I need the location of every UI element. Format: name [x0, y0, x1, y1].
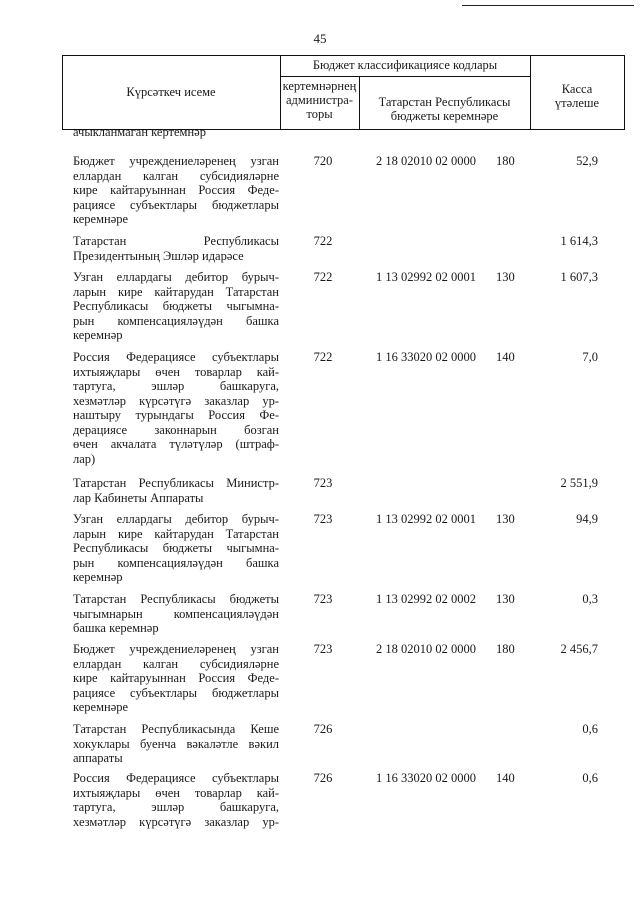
row-amount: 2 456,7 — [560, 642, 598, 656]
row-code: 1 13 02992 02 0001 — [376, 270, 476, 284]
row-name: Татарстан Республикасында Кеше хокуклары буенча вәкаләтле вәкил аппараты — [73, 722, 279, 766]
header-subrow-border — [280, 76, 530, 77]
header-top-border — [62, 55, 625, 56]
row-amount: 1 607,3 — [560, 270, 598, 284]
header-revenue: Татарстан Республикасы бюджеты керемнәре — [378, 95, 511, 123]
row-code: 1 16 33020 02 0000 — [376, 350, 476, 364]
row-admin: 726 — [313, 771, 333, 785]
row-name: Бюджет учреждениеләренең узган еллардан калган субсидияләрне кире кайтаруыннан Россия Феде- рациясе субъектлары бюджетлары керемнәре — [73, 642, 279, 715]
header-right-border — [624, 55, 625, 130]
row-amount: 2 551,9 — [560, 476, 598, 490]
row-type: 140 — [496, 771, 515, 785]
row-code: 1 13 02992 02 0001 — [376, 512, 476, 526]
row-type: 130 — [496, 592, 515, 606]
row-code: 2 18 02010 02 0000 — [376, 642, 476, 656]
header-indicator: Күрсәткеч исеме — [126, 85, 216, 99]
row-admin: 723 — [313, 592, 333, 606]
row-name: Татарстан Республикасы Министр- лар Кабинеты Аппараты — [73, 476, 279, 505]
row-admin: 722 — [313, 350, 333, 364]
top-rule — [462, 5, 634, 6]
row-amount: 7,0 — [582, 350, 598, 364]
header-budget-codes: Бюджет классификациясе кодлары — [312, 58, 498, 72]
row-code: 1 13 02992 02 0002 — [376, 592, 476, 606]
row-amount: 0,3 — [582, 592, 598, 606]
row-admin: 726 — [313, 722, 333, 736]
row-code: 2 18 02010 02 0000 — [376, 154, 476, 168]
header-admin: кертемнәрнең администра- торы — [282, 79, 357, 121]
row-type: 180 — [496, 642, 515, 656]
row-type: 130 — [496, 270, 515, 284]
row-name: ачыкланмаган кертемнәр — [73, 125, 206, 139]
row-amount: 52,9 — [576, 154, 598, 168]
row-admin: 722 — [313, 270, 333, 284]
row-code: 1 16 33020 02 0000 — [376, 771, 476, 785]
row-name: Татарстан Республикасы бюджеты чыгымнарын компенсацияләүдән башка керемнәр — [73, 592, 279, 636]
row-admin: 723 — [313, 512, 333, 526]
row-amount: 0,6 — [582, 722, 598, 736]
row-name: Бюджет учреждениеләренең узган еллардан калган субсидияләрне кире кайтаруыннан Россия Феде- рациясе субъектлары бюджетлары керемнәре — [73, 154, 279, 227]
row-name: Узган еллардагы дебитор бурыч- ларын кире кайтарудан Татарстан Республикасы бюджеты чыгымна- рын компенсацияләүдән башка керемнәр — [73, 512, 279, 585]
row-type: 130 — [496, 512, 515, 526]
row-type: 140 — [496, 350, 515, 364]
row-admin: 720 — [313, 154, 333, 168]
row-admin: 722 — [313, 234, 333, 248]
row-admin: 723 — [313, 642, 333, 656]
row-admin: 723 — [313, 476, 333, 490]
row-type: 180 — [496, 154, 515, 168]
row-amount: 1 614,3 — [560, 234, 598, 248]
header-cash: Касса үтәлеше — [554, 82, 600, 110]
row-name: Россия Федерациясе субъектлары ихтыяҗлары өчен товарлар кай- тартуга, эшләр башкаруга, хезмәтләр күрсәтүгә заказлар ур- наштыру турындагы Россия Фе- дерациясе законнарын бозган өчен акчалата түләтүләр (штраф- лар) — [73, 350, 279, 466]
row-amount: 0,6 — [582, 771, 598, 785]
row-name: Россия Федерациясе субъектлары ихтыяҗлары өчен товарлар кай- тартуга, эшләр башкаруга, хезмәтләр күрсәтүгә заказлар ур- — [73, 771, 279, 829]
page-number: 45 — [313, 31, 327, 46]
row-amount: 94,9 — [576, 512, 598, 526]
row-name: Татарстан Республикасы Президентының Эшләр идарәсе — [73, 234, 279, 263]
row-name: Узган еллардагы дебитор бурыч- ларын кире кайтарудан Татарстан Республикасы бюджеты чыгымна- рын компенсацияләүдән башка керемнәр — [73, 270, 279, 343]
